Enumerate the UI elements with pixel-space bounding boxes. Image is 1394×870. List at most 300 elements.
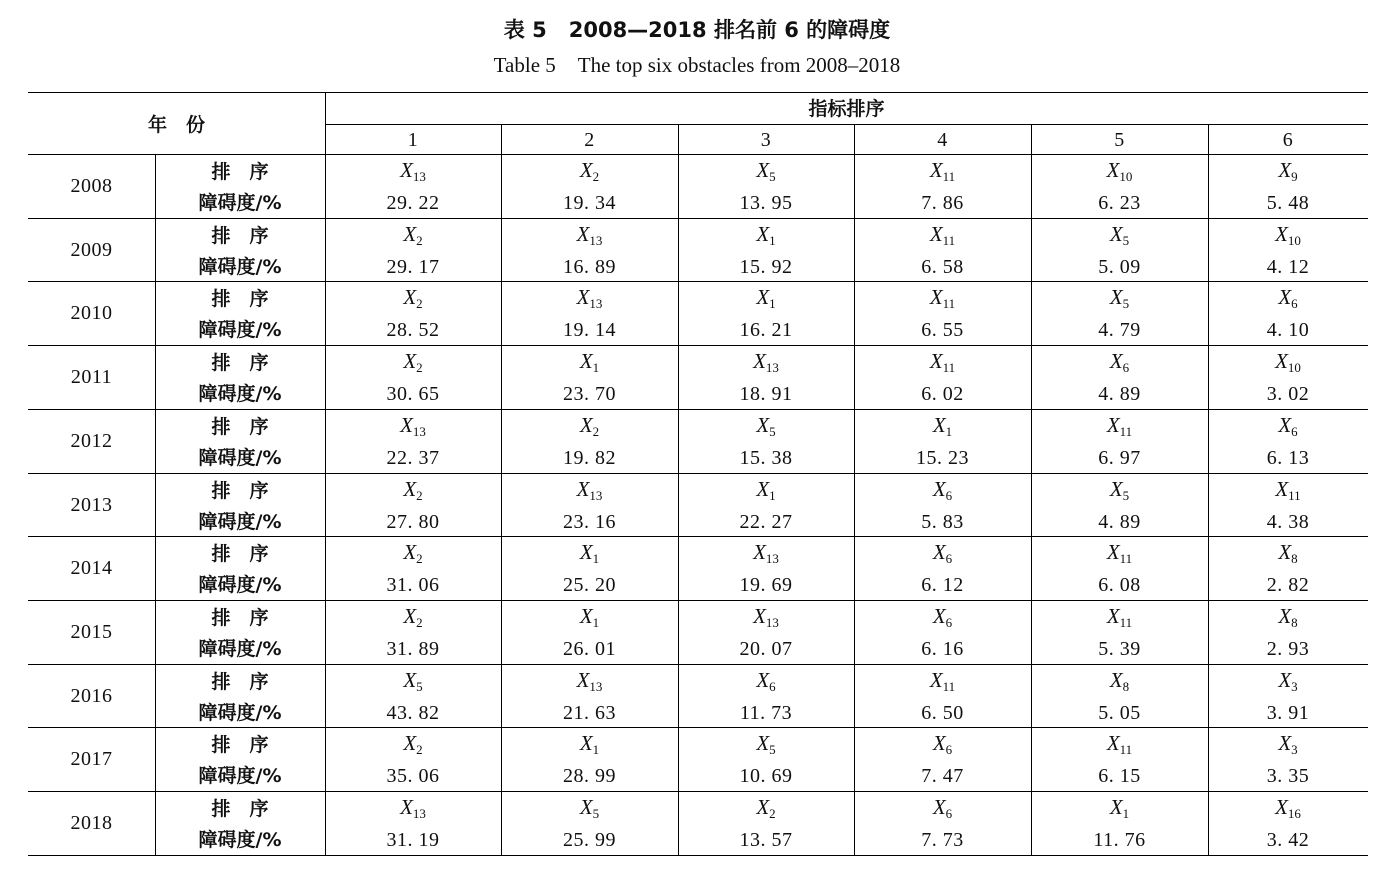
rank-label: 排 序	[211, 606, 269, 629]
obstacle-value: 22. 37	[386, 446, 440, 469]
indicator-subscript: 2	[416, 551, 423, 567]
row-separator	[28, 727, 1368, 728]
header-rank-4: 4	[937, 129, 948, 151]
obstacle-value: 19. 34	[563, 192, 616, 214]
indicator-letter: X	[753, 540, 766, 565]
indicator-letter: X	[932, 731, 946, 756]
obstacle-value: 10. 69	[739, 765, 793, 788]
table-bottom-rule	[28, 855, 1368, 856]
obstacle-label: 障碍度/%	[198, 255, 282, 278]
indicator-cell	[501, 413, 678, 437]
row-separator	[28, 600, 1368, 601]
indicator-cell	[678, 222, 854, 246]
row-separator	[28, 664, 1368, 665]
obstacle-value: 5. 09	[1098, 255, 1141, 278]
obstacle-value: 7. 73	[921, 829, 964, 851]
indicator-letter: X	[1109, 349, 1123, 374]
row-separator	[28, 345, 1368, 346]
indicator-subscript: 2	[416, 742, 423, 758]
header-mid-rule	[325, 124, 1368, 125]
obstacle-value: 29. 22	[386, 192, 440, 214]
indicator-cell	[501, 222, 678, 246]
obstacle-value: 43. 82	[386, 701, 440, 724]
obstacle-value: 4. 79	[1098, 319, 1141, 342]
obstacle-value: 5. 05	[1098, 701, 1141, 724]
indicator-subscript: 2	[592, 423, 600, 439]
indicator-cell	[501, 477, 678, 501]
obstacle-label: 障碍度/%	[198, 383, 282, 406]
rank-label: 排 序	[211, 224, 269, 247]
indicator-cell	[325, 477, 501, 501]
caption-en-label: Table 5	[493, 53, 556, 77]
indicator-cell	[325, 668, 501, 692]
indicator-cell	[1208, 285, 1368, 312]
obstacle-value: 15. 92	[739, 255, 793, 278]
indicator-subscript: 1	[769, 487, 776, 503]
indicator-letter: X	[1275, 795, 1288, 819]
rank-label: 排 序	[211, 479, 269, 502]
indicator-cell	[854, 604, 1031, 628]
indicator-cell	[1031, 349, 1208, 376]
obstacle-value: 11. 73	[739, 701, 793, 724]
indicator-letter: X	[1109, 285, 1123, 310]
obstacle-value: 13. 95	[739, 192, 793, 214]
indicator-subscript: 13	[589, 296, 603, 312]
rank-label: 排 序	[211, 734, 269, 757]
indicator-subscript: 5	[1122, 487, 1130, 503]
rank-label: 排 序	[211, 670, 269, 693]
indicator-cell	[678, 795, 854, 819]
obstacle-value: 15. 23	[916, 446, 969, 469]
indicator-subscript: 6	[945, 614, 953, 630]
row-year: 2013	[70, 493, 113, 516]
indicator-cell	[1208, 222, 1368, 246]
indicator-subscript: 1	[592, 614, 600, 630]
obstacle-value: 3. 42	[1266, 829, 1310, 851]
indicator-subscript: 2	[769, 806, 776, 821]
indicator-subscript: 1	[945, 423, 953, 439]
indicator-letter: X	[576, 221, 590, 246]
indicator-letter: X	[932, 476, 946, 501]
indicator-subscript: 11	[1288, 487, 1301, 503]
obstacle-value: 27. 80	[386, 510, 440, 533]
indicator-cell	[1031, 604, 1208, 628]
indicator-letter: X	[929, 349, 943, 374]
obstacle-value: 3. 02	[1266, 383, 1310, 406]
indicator-subscript: 6	[1122, 360, 1130, 376]
indicator-letter: X	[932, 603, 946, 628]
row-year: 2009	[70, 238, 113, 261]
indicator-subscript: 13	[412, 423, 426, 439]
indicator-cell	[1208, 477, 1368, 501]
obstacle-value: 26. 01	[563, 637, 616, 660]
indicator-subscript: 2	[416, 360, 423, 376]
indicator-cell	[325, 349, 501, 376]
indicator-subscript: 8	[1291, 614, 1298, 630]
indicator-cell	[1031, 158, 1208, 182]
obstacle-value: 6. 12	[921, 574, 964, 597]
indicator-subscript: 9	[1291, 169, 1298, 184]
header-index-rank: 指标排序	[808, 98, 885, 120]
obstacle-value: 31. 19	[386, 829, 440, 851]
indicator-cell	[1208, 795, 1368, 819]
indicator-subscript: 5	[1122, 296, 1130, 312]
obstacle-value: 6. 16	[921, 637, 964, 660]
obstacle-value: 11. 76	[1093, 829, 1146, 851]
obstacle-value: 16. 89	[563, 255, 616, 278]
obstacle-value: 25. 99	[563, 829, 616, 851]
indicator-cell	[854, 413, 1031, 437]
obstacle-value: 6. 58	[921, 255, 964, 278]
indicator-letter: X	[929, 667, 943, 692]
obstacle-value: 6. 13	[1266, 446, 1310, 469]
row-year: 2017	[70, 748, 113, 771]
obstacle-value: 6. 23	[1098, 192, 1141, 214]
obstacle-value: 3. 91	[1266, 701, 1310, 724]
indicator-subscript: 2	[416, 232, 423, 248]
indicator-letter: X	[403, 667, 417, 692]
indicator-letter: X	[932, 412, 946, 437]
indicator-letter: X	[1106, 603, 1120, 628]
indicator-cell	[854, 222, 1031, 246]
indicator-letter: X	[400, 795, 413, 819]
indicator-subscript: 13	[589, 678, 603, 694]
indicator-cell	[678, 285, 854, 312]
obstacle-value: 20. 07	[739, 637, 793, 660]
caption-en-title: The top six obstacles from 2008–2018	[577, 53, 901, 77]
indicator-cell	[325, 604, 501, 628]
indicator-letter: X	[576, 476, 590, 501]
obstacle-value: 6. 02	[921, 383, 964, 406]
obstacle-value: 23. 16	[563, 510, 616, 533]
indicator-letter: X	[756, 795, 770, 819]
indicator-letter: X	[1275, 349, 1288, 374]
indicator-subscript: 5	[769, 169, 776, 184]
rank-label: 排 序	[211, 352, 269, 375]
row-year: 2016	[70, 684, 113, 707]
indicator-letter: X	[1106, 158, 1120, 182]
indicator-cell	[325, 795, 501, 819]
indicator-subscript: 6	[1291, 296, 1298, 312]
obstacle-value: 23. 70	[563, 383, 616, 406]
indicator-subscript: 11	[1119, 551, 1133, 567]
indicator-letter: X	[756, 667, 770, 692]
indicator-letter: X	[1106, 412, 1120, 437]
indicator-subscript: 1	[592, 360, 600, 376]
obstacle-label: 障碍度/%	[198, 192, 282, 214]
rank-label: 排 序	[211, 798, 269, 820]
indicator-letter: X	[1275, 476, 1289, 501]
obstacle-value: 7. 86	[921, 192, 964, 214]
indicator-cell	[854, 477, 1031, 501]
obstacle-value: 4. 38	[1266, 510, 1310, 533]
obstacle-value: 19. 14	[563, 319, 616, 342]
obstacle-value: 6. 15	[1098, 765, 1141, 788]
row-separator	[28, 409, 1368, 410]
obstacle-value: 28. 52	[386, 319, 440, 342]
indicator-cell	[1031, 540, 1208, 567]
indicator-subscript: 11	[942, 296, 956, 312]
indicator-cell	[854, 795, 1031, 819]
obstacle-value: 30. 65	[386, 383, 440, 406]
indicator-letter: X	[579, 731, 593, 756]
indicator-cell	[501, 795, 678, 819]
table-caption-en	[0, 53, 1394, 78]
indicator-subscript: 11	[1119, 423, 1133, 439]
indicator-cell	[1208, 668, 1368, 692]
indicator-cell	[501, 158, 678, 182]
row-year: 2008	[70, 175, 113, 197]
indicator-subscript: 13	[765, 360, 779, 376]
row-year: 2015	[70, 620, 113, 643]
indicator-cell	[325, 158, 501, 182]
indicator-letter: X	[1278, 603, 1292, 628]
indicator-letter: X	[1278, 540, 1292, 565]
indicator-letter: X	[1109, 795, 1123, 819]
indicator-subscript: 1	[592, 551, 600, 567]
indicator-letter: X	[579, 603, 593, 628]
table-top-rule	[28, 92, 1368, 93]
indicator-cell	[501, 285, 678, 312]
row-year: 2010	[70, 302, 113, 325]
indicator-letter: X	[1109, 221, 1123, 246]
rank-label: 排 序	[211, 543, 269, 566]
indicator-subscript: 3	[1291, 742, 1298, 758]
indicator-subscript: 5	[1122, 232, 1130, 248]
indicator-letter: X	[1275, 221, 1288, 246]
indicator-subscript: 11	[1119, 742, 1133, 758]
indicator-subscript: 6	[945, 487, 953, 503]
indicator-cell	[325, 540, 501, 567]
indicator-cell	[678, 668, 854, 692]
indicator-subscript: 2	[592, 169, 600, 184]
obstacle-label: 障碍度/%	[198, 701, 282, 724]
indicator-cell	[678, 477, 854, 501]
indicator-cell	[1208, 604, 1368, 628]
indicator-subscript: 2	[416, 487, 423, 503]
obstacle-value: 6. 08	[1098, 574, 1141, 597]
indicator-letter: X	[753, 603, 766, 628]
indicator-letter: X	[1278, 412, 1292, 437]
obstacle-value: 3. 35	[1266, 765, 1310, 788]
indicator-cell	[325, 285, 501, 312]
indicator-letter: X	[756, 285, 770, 310]
caption-cn-title: 2008—2018 排名前 6 的障碍度	[568, 18, 891, 42]
indicator-cell	[501, 668, 678, 692]
indicator-cell	[1031, 731, 1208, 758]
obstacle-label: 障碍度/%	[198, 319, 282, 342]
indicator-letter: X	[1278, 158, 1292, 182]
obstacle-value: 5. 48	[1266, 192, 1310, 214]
obstacle-value: 19. 82	[563, 446, 616, 469]
header-bottom-rule	[28, 154, 1368, 155]
indicator-cell	[854, 285, 1031, 312]
indicator-letter: X	[579, 158, 593, 182]
indicator-cell	[854, 158, 1031, 182]
indicator-subscript: 13	[412, 169, 426, 184]
indicator-letter: X	[403, 349, 417, 374]
obstacle-value: 25. 20	[563, 574, 616, 597]
obstacle-value: 31. 89	[386, 637, 440, 660]
obstacle-value: 28. 99	[563, 765, 616, 788]
indicator-letter: X	[403, 476, 417, 501]
indicator-subscript: 10	[1119, 169, 1133, 184]
indicator-subscript: 5	[769, 742, 776, 758]
indicator-letter: X	[1278, 667, 1292, 692]
indicator-letter: X	[929, 221, 943, 246]
rank-label: 排 序	[211, 288, 269, 311]
indicator-letter: X	[1278, 731, 1292, 756]
indicator-letter: X	[1109, 667, 1123, 692]
indicator-subscript: 10	[1287, 232, 1301, 248]
indicator-letter: X	[403, 731, 417, 756]
indicator-cell	[1208, 413, 1368, 437]
indicator-letter: X	[403, 221, 417, 246]
indicator-cell	[1208, 540, 1368, 567]
indicator-letter: X	[929, 285, 943, 310]
obstacle-value: 16. 21	[739, 319, 793, 342]
obstacle-label: 障碍度/%	[198, 574, 282, 597]
obstacle-value: 4. 89	[1098, 383, 1141, 406]
indicator-letter: X	[756, 158, 770, 182]
indicator-cell	[325, 222, 501, 246]
obstacle-label: 障碍度/%	[198, 829, 282, 851]
indicator-cell	[1031, 222, 1208, 246]
row-year: 2011	[70, 366, 113, 389]
indicator-subscript: 11	[942, 232, 956, 248]
table-caption-cn	[0, 14, 1394, 44]
indicator-letter: X	[576, 285, 590, 310]
indicator-letter: X	[1106, 540, 1120, 565]
indicator-letter: X	[1106, 731, 1120, 756]
indicator-letter: X	[403, 603, 417, 628]
indicator-letter: X	[400, 412, 413, 437]
indicator-subscript: 11	[942, 360, 956, 376]
indicator-subscript: 6	[769, 678, 776, 694]
row-year: 2014	[70, 557, 113, 580]
indicator-cell	[678, 604, 854, 628]
indicator-subscript: 13	[589, 232, 603, 248]
row-separator	[28, 791, 1368, 792]
obstacle-value: 21. 63	[563, 701, 616, 724]
indicator-subscript: 3	[1291, 678, 1298, 694]
indicator-subscript: 5	[416, 678, 423, 694]
row-separator	[28, 218, 1368, 219]
indicator-cell	[854, 731, 1031, 758]
indicator-subscript: 11	[1119, 614, 1133, 630]
indicator-subscript: 10	[1287, 360, 1301, 376]
indicator-letter: X	[403, 540, 417, 565]
obstacle-value: 22. 27	[739, 510, 793, 533]
obstacle-value: 29. 17	[386, 255, 440, 278]
obstacle-value: 6. 97	[1098, 446, 1141, 469]
indicator-cell	[1208, 349, 1368, 376]
indicator-subscript: 2	[416, 296, 423, 312]
indicator-subscript: 8	[1122, 678, 1130, 694]
obstacle-value: 4. 89	[1098, 510, 1141, 533]
indicator-letter: X	[579, 540, 593, 565]
obstacle-value: 5. 83	[921, 510, 964, 533]
indicator-subscript: 6	[945, 742, 953, 758]
rank-label: 排 序	[211, 161, 269, 183]
indicator-letter: X	[756, 221, 770, 246]
header-rank-3: 3	[760, 129, 772, 151]
indicator-letter: X	[579, 795, 593, 819]
row-year: 2018	[70, 812, 113, 834]
header-rank-1: 1	[407, 129, 419, 151]
header-rank-5: 5	[1114, 129, 1125, 151]
indicator-cell	[678, 731, 854, 758]
indicator-subscript: 5	[769, 423, 776, 439]
indicator-subscript: 6	[1291, 423, 1298, 439]
obstacle-value: 2. 82	[1266, 574, 1310, 597]
indicator-subscript: 1	[769, 232, 776, 248]
obstacle-label: 障碍度/%	[198, 510, 282, 533]
obstacle-value: 19. 69	[739, 574, 793, 597]
row-year: 2012	[70, 429, 113, 452]
indicator-subscript: 6	[945, 551, 953, 567]
rank-label: 排 序	[211, 415, 269, 438]
indicator-cell	[501, 540, 678, 567]
indicator-cell	[1031, 477, 1208, 501]
indicator-cell	[678, 413, 854, 437]
indicator-subscript: 11	[942, 169, 956, 184]
obstacle-value: 6. 50	[921, 701, 964, 724]
indicator-letter: X	[756, 476, 770, 501]
indicator-subscript: 13	[765, 614, 779, 630]
indicator-letter: X	[400, 158, 413, 182]
obstacle-value: 15. 38	[739, 446, 793, 469]
indicator-cell	[501, 731, 678, 758]
header-year: 年 份	[147, 114, 205, 136]
indicator-subscript: 1	[769, 296, 776, 312]
obstacle-label: 障碍度/%	[198, 446, 282, 469]
obstacle-value: 4. 12	[1266, 255, 1310, 278]
indicator-cell	[501, 349, 678, 376]
indicator-cell	[854, 349, 1031, 376]
obstacle-value: 13. 57	[739, 829, 793, 851]
indicator-subscript: 11	[942, 678, 956, 694]
obstacle-value: 6. 55	[921, 319, 964, 342]
obstacle-value: 5. 39	[1098, 637, 1141, 660]
indicator-subscript: 1	[1122, 806, 1130, 821]
obstacle-value: 31. 06	[386, 574, 440, 597]
indicator-cell	[501, 604, 678, 628]
indicator-cell	[1208, 731, 1368, 758]
obstacle-label: 障碍度/%	[198, 637, 282, 660]
indicator-subscript: 8	[1291, 551, 1298, 567]
indicator-letter: X	[756, 731, 770, 756]
indicator-cell	[678, 540, 854, 567]
indicator-subscript: 13	[765, 551, 779, 567]
obstacle-label: 障碍度/%	[198, 765, 282, 788]
indicator-subscript: 16	[1287, 806, 1301, 821]
indicator-letter: X	[579, 349, 593, 374]
indicator-letter: X	[929, 158, 943, 182]
indicator-cell	[678, 349, 854, 376]
row-separator	[28, 536, 1368, 537]
obstacle-value: 7. 47	[921, 765, 964, 788]
indicator-subscript: 1	[592, 742, 600, 758]
indicator-cell	[1031, 285, 1208, 312]
indicator-letter: X	[1109, 476, 1123, 501]
indicator-letter: X	[403, 285, 417, 310]
obstacle-value: 2. 93	[1266, 637, 1310, 660]
indicator-letter: X	[932, 540, 946, 565]
caption-cn-label: 表 5	[503, 18, 547, 42]
indicator-cell	[1031, 668, 1208, 692]
indicator-letter: X	[932, 795, 946, 819]
